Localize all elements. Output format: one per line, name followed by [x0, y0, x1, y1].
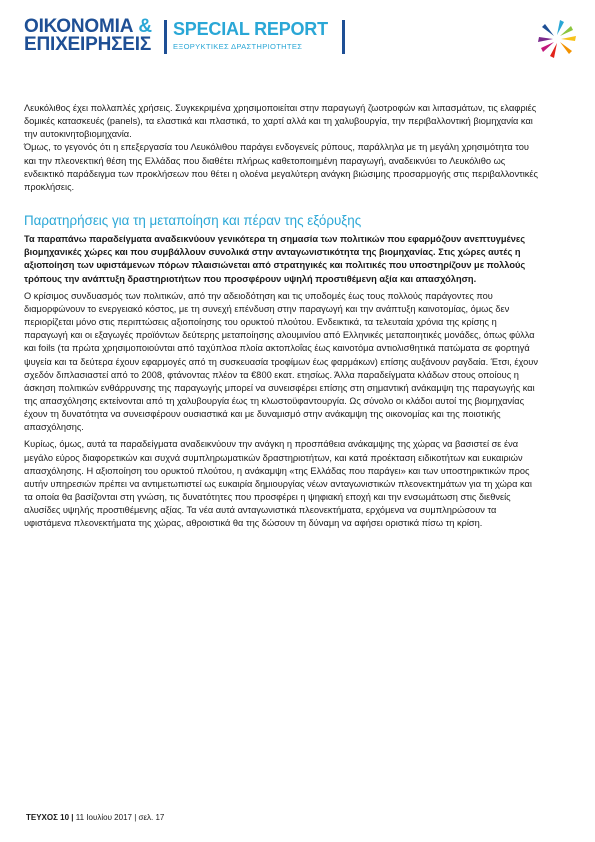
intro-paragraph-2: Όμως, το γεγονός ότι η επεξεργασία του Λευκόλιθου παράγει ενδογενείς ρύπους, παράλληλα με τη μεγάλη χρησιμότητα του και την πλεονεκτική θέση της Ελλάδας που διαθέτει πλήρως καθετοποιημένη παραγωγή, αναδεικνύει το Λευκόλιθο ως ενδεικτικό παράδειγμα των προκλήσεων που θέτει η ολοένα μεγαλύτερη ανάγκη βιώσιμης προσαρμογής στις περιβαλλοντικές προκλήσεις. [24, 142, 538, 192]
page-header [24, 18, 580, 58]
brand-line1: ΟΙΚΟΝΟΜΙΑ [24, 16, 134, 37]
article-body [24, 102, 538, 535]
section-heading: Παρατηρήσεις για τη μεταποίηση και πέραν της εξόρυξης [24, 213, 362, 229]
header-divider-right [342, 20, 345, 54]
section-paragraph-2: Κυρίως, όμως, αυτά τα παραδείγματα αναδεικνύουν την ανάγκη η προσπάθεια ανάκαμψης της χώρας να βασιστεί σε ένα μεγάλο εύρος διαφορετικών και συχνά συμπληρωματικών δραστηριοτήτων, και κατά προέκταση ειδικοτήτων και ευκαιριών απασχόλησης. Η αξιοποίηση του ορυκτού πλούτου, η ανάκαμψη «της Ελλάδας που παράγει» και των υποστηρικτικών προς αυτήν υπηρεσιών πρέπει να αντιμετωπιστεί ως ευκαιρία δημιουργίας νέων ανταγωνιστικών πλεονεκτημάτων για τη χώρα και τα οποία θα βασίζονται στη γνώση, τις δυνατότητες που προσφέρει η ψηφιακή εποχή και την ενσωμάτωση στις διεθνείς αλυσίδες υψηλής προστιθέμενης αξίας. Τα νέα αυτά ανταγωνιστικά πλεονεκτήματα, ερχόμενα να συμπληρώσουν τα υφιστάμενα πλεονεκτήματα της χώρας, αθροιστικά θα της δώσουν τη δύναμη να αφήσει οριστικά πίσω τη κρίση. [24, 439, 532, 529]
report-subtitle: ΕΞΟΡΥΚΤΙΚΕΣ ΔΡΑΣΤΗΡΙΟΤΗΤΕΣ [173, 42, 303, 51]
intro-block [24, 102, 538, 194]
report-title: SPECIAL REPORT [173, 19, 328, 39]
brand-logo-text [24, 18, 160, 54]
footer-date: 11 Ιουλίου 2017 [75, 813, 132, 822]
header-divider [164, 20, 167, 54]
colorful-star-arrows-icon [536, 18, 578, 60]
footer-issue: ΤΕΥΧΟΣ 10 [26, 813, 70, 822]
page-footer [26, 813, 164, 822]
footer-page-number: σελ. 17 [138, 813, 165, 822]
brand-ampersand: & [138, 16, 152, 37]
special-report-block [173, 20, 341, 53]
brand-line2: ΕΠΙΧΕΙΡΗΣΕΙΣ [24, 34, 152, 55]
footer-separator-2: | [134, 813, 137, 822]
footer-separator: | [71, 813, 74, 822]
section-lead: Τα παραπάνω παραδείγματα αναδεικνύουν γενικότερα τη σημασία των πολιτικών που εφαρμόζουν ανεπτυγμένες βιομηχανικές χώρες και που συμβάλλουν συνολικά στην ανταγωνιστικότητα της βιομηχανίας. Στις χώρες αυτές η αξιοποίηση των υφιστάμενων πόρων πλαισιώνεται από στρατηγικές και πολιτικές που υποστηρίζουν με πολλούς τρόπους την ανάπτυξη δραστηριοτήτων που προσφέρουν υψηλή προστιθέμενη αξία και απασχόληση. [24, 234, 526, 284]
section-paragraph-1: Ο κρίσιμος συνδυασμός των πολιτικών, από την αδειοδότηση και τις υποδομές έως τους πολλούς παράγοντες που διαμορφώνουν το ενεργειακό κόστος, με τη συνεχή επένδυση στην παραγωγή και την ανάπτυξη καινοτομίας, όμως δεν περιορίζεται μόνο στις περιπτώσεις αξιοποίησης του ορυκτού πλούτου. Ενδεικτικά, τα τελευταία χρόνια της κρίσης η παραγωγή και οι εξαγωγές προϊόντων δεύτερης μεταποίησης αλουμινίου από Ελληνικές μεταποιητικές μονάδες, όπως φύλλα και foils (τα πρώτα χρησιμοποιούνται από ταχύπλοα πλοία ακτοπλοΐας έως καινοτόμα αντιολισθητικά πατώματα σε φορτηγά ψυγεία και τα δεύτερα έχουν εφαρμογές από τη συσκευασία τροφίμων έως φαρμάκων) επίσης αυξάνουν ραγδαία. Έτσι, έχουν σχεδόν διπλασιαστεί από το 2008, φτάνοντας πλέον τα €800 εκατ. ετησίως. Άλλα παραδείγματα κλάδων στους οποίους η άσκηση πολιτικών ενθάρρυνσης της παραγωγής μπορεί να συνεισφέρει επίσης στη σημαντική ανάκαμψη της παραγωγής και της απασχόλησης εκτείνονται από τη χαλυβουργία έως τη κλωστοϋφαντουργία. Ως σύνολο οι κλάδοι αυτοί της βιομηχανίας έχουν τη δυνατότητα να συνεισφέρουν ουσιαστικά και με δυναμισμό στην ανάκαμψη της οικονομίας και της ποιοτικής απασχόλησης. [24, 290, 538, 433]
intro-paragraph-1: Λευκόλιθος έχει πολλαπλές χρήσεις. Συγκεκριμένα χρησιμοποιείται στην παραγωγή ζωοτροφών και λιπασμάτων, τις ελαφριές δομικές κατασκευές (panels), τα ελαστικά και πλαστικά, το χαρτί αλλά και τη χαλυβουργία, την περιβαλλοντική βιομηχανία και την αυτοκινητοβιομηχανία. [24, 103, 537, 140]
